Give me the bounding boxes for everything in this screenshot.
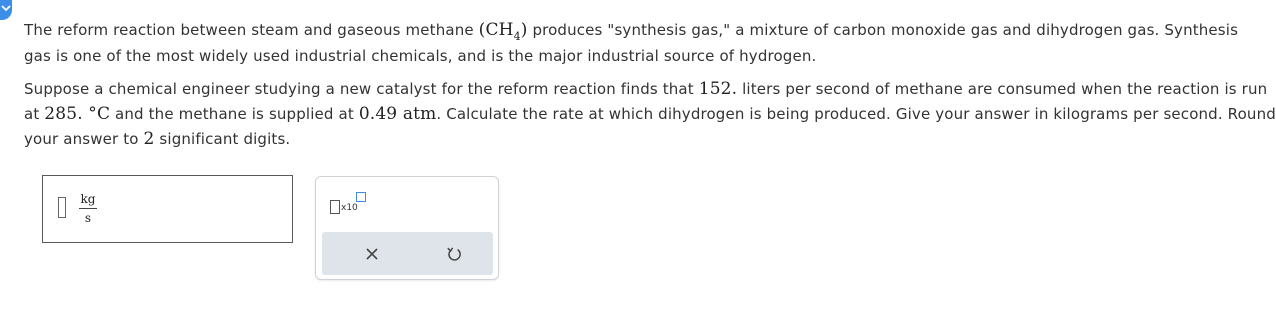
unit-fraction xyxy=(77,191,99,226)
unit-denominator: s xyxy=(84,211,92,225)
question-paragraph-2: Suppose a chemical engineer studying a new catalyst for the reform reaction finds that 152. liters per second of methane are consumed when the reaction is run at 285. °C and the methane is supplied at 0.49 atm. Calculate the rate at which dihydrogen is being produced. Give your answer in kilograms per second. Round your answer to 2 significant digits. xyxy=(24,79,1276,149)
mantissa-placeholder-icon xyxy=(330,200,340,214)
intro-text: The reform reaction between steam and gaseous methane xyxy=(24,21,479,39)
question-paragraph-1 xyxy=(24,18,1238,69)
intro-text-cont: produces "synthesis gas," a mixture of carbon monoxide gas and dihydrogen gas. Synthesis xyxy=(527,21,1239,39)
answer-input[interactable] xyxy=(58,197,66,218)
math-palette xyxy=(315,176,499,280)
scientific-notation-button[interactable] xyxy=(330,191,374,217)
x-icon xyxy=(362,244,382,264)
fraction-bar xyxy=(79,208,97,209)
volume-value: 152. xyxy=(698,79,738,99)
methane-formula: $(CH_4)$ xyxy=(478,20,528,43)
x10-label: x10 xyxy=(341,203,358,213)
exponent-placeholder-icon xyxy=(356,192,366,202)
answer-box xyxy=(42,175,293,243)
undo-icon xyxy=(444,244,464,264)
pressure-value: 0.49 atm xyxy=(358,104,437,124)
undo-button[interactable] xyxy=(444,244,464,264)
sig-figs-value: 2 xyxy=(143,129,155,149)
unit-numerator: kg xyxy=(80,192,96,206)
collapse-tab[interactable] xyxy=(0,0,12,20)
chevron-down-icon xyxy=(1,3,11,13)
temperature-value: 285. °C xyxy=(44,104,111,124)
palette-action-bar xyxy=(322,232,493,275)
intro-text-line2: gas is one of the most widely used industrial chemicals, and is the major industrial source of hydrogen. xyxy=(24,47,817,65)
clear-button[interactable] xyxy=(362,244,382,264)
